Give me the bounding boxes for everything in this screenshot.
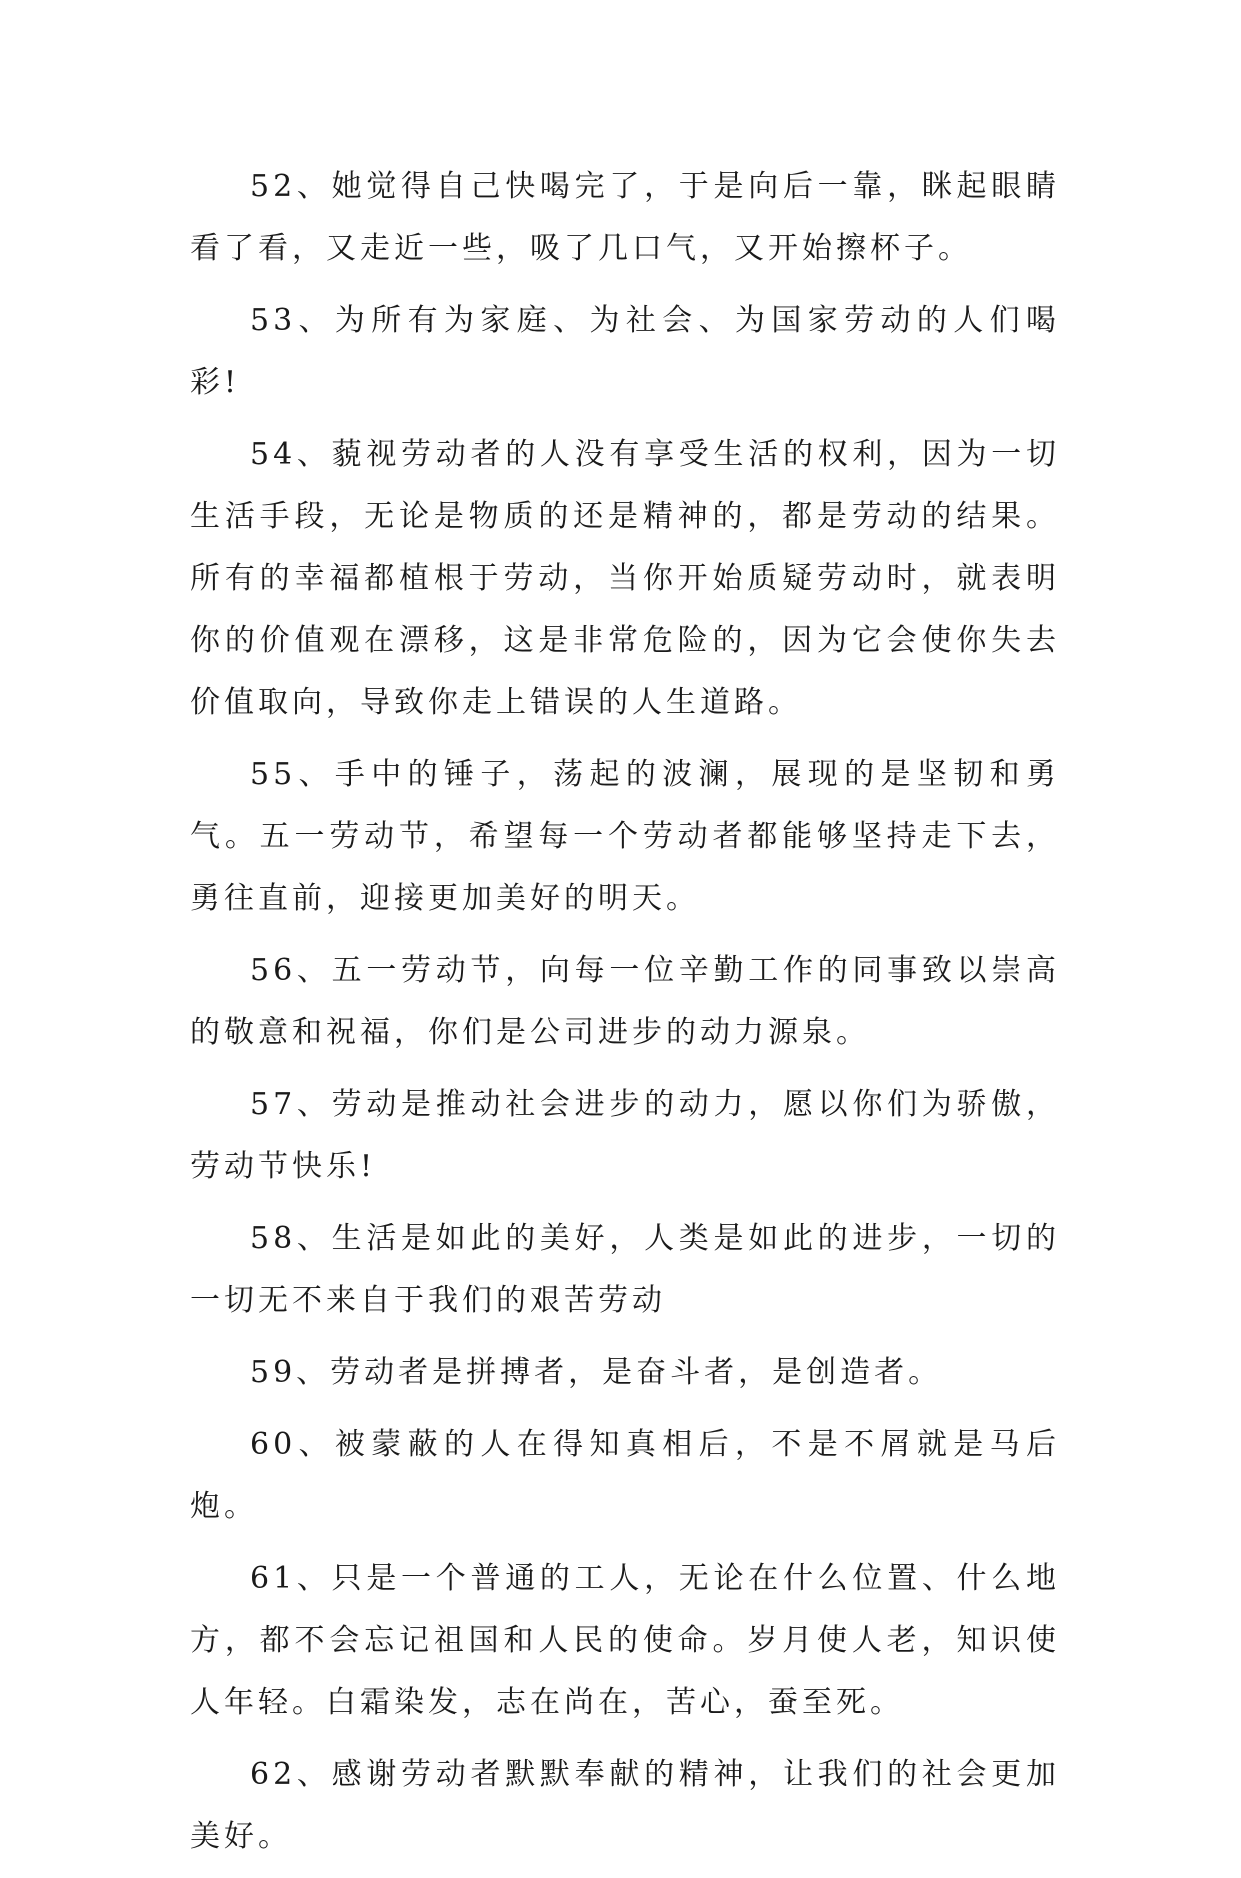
paragraph-56: 56、五一劳动节，向每一位辛勤工作的同事致以崇高的敬意和祝福，你们是公司进步的动力源泉。 xyxy=(190,953,1060,1050)
paragraph-60: 60、被蒙蔽的人在得知真相后，不是不屑就是马后炮。 xyxy=(190,1427,1060,1524)
paragraph-53: 53、为所有为家庭、为社会、为国家劳动的人们喝彩! xyxy=(190,303,1060,400)
paragraph-58: 58、生活是如此的美好，人类是如此的进步，一切的一切无不来自于我们的艰苦劳动 xyxy=(190,1221,1060,1318)
paragraph-52: 52、她觉得自己快喝完了，于是向后一靠，眯起眼睛看了看，又走近一些，吸了几口气，又开始擦杯子。 xyxy=(190,169,1060,266)
paragraph-61: 61、只是一个普通的工人，无论在什么位置、什么地方，都不会忘记祖国和人民的使命。岁月使人老，知识使人年轻。白霜染发，志在尚在，苦心，蚕至死。 xyxy=(190,1561,1060,1720)
paragraph-54: 54、藐视劳动者的人没有享受生活的权利，因为一切生活手段，无论是物质的还是精神的，都是劳动的结果。所有的幸福都植根于劳动，当你开始质疑劳动时，就表明你的价值观在漂移，这是非常危险的，因为它会使你失去价值取向，导致你走上错误的人生道路。 xyxy=(190,437,1060,720)
paragraph-57: 57、劳动是推动社会进步的动力，愿以你们为骄傲，劳动节快乐! xyxy=(190,1087,1060,1184)
paragraph-59: 59、劳动者是拼搏者，是奋斗者，是创造者。 xyxy=(250,1355,943,1390)
paragraph-62: 62、感谢劳动者默默奉献的精神，让我们的社会更加美好。 xyxy=(190,1757,1060,1854)
document-page xyxy=(190,156,1060,1878)
paragraph-55: 55、手中的锤子，荡起的波澜，展现的是坚韧和勇气。五一劳动节，希望每一个劳动者都能够坚持走下去，勇往直前，迎接更加美好的明天。 xyxy=(190,757,1060,916)
